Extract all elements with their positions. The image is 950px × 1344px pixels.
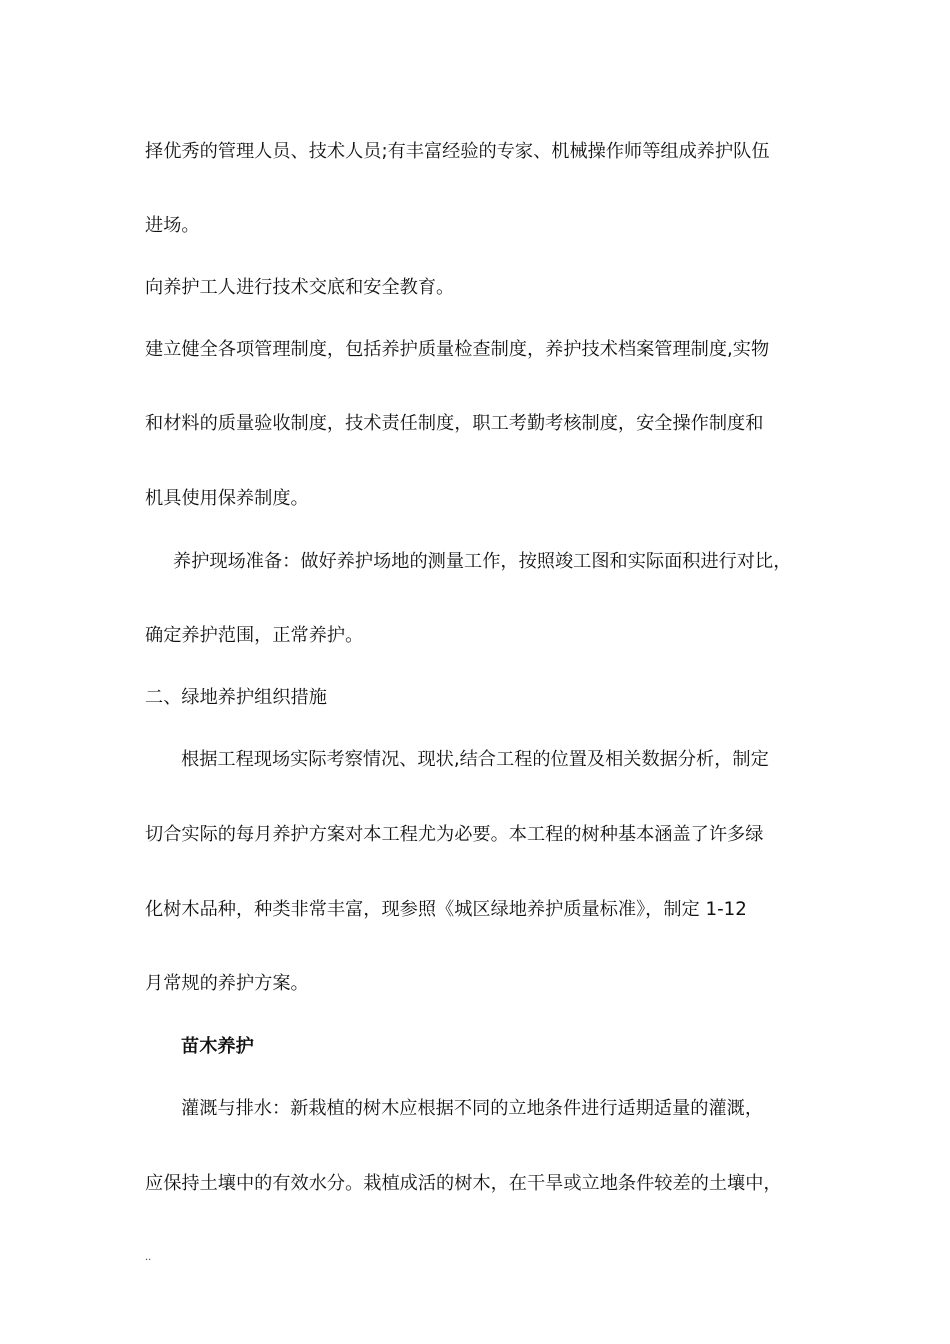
text-line: 灌溉与排水：新栽植的树木应根据不同的立地条件进行适期适量的灌溉， — [181, 1098, 764, 1119]
text-line: 确定养护范围，正常养护。 — [145, 625, 364, 646]
text-line: 和材料的质量验收制度，技术责任制度，职工考勤考核制度，安全操作制度和 — [145, 413, 764, 434]
text-line: 根据工程现场实际考察情况、现状,结合工程的位置及相关数据分析，制定 — [181, 749, 769, 770]
text-line: 养护现场准备：做好养护场地的测量工作，按照竣工图和实际面积进行对比， — [173, 551, 792, 572]
text-line: 机具使用保养制度。 — [145, 488, 309, 509]
text-line: 择优秀的管理人员、技术人员;有丰富经验的专家、机械操作师等组成养护队伍 — [145, 141, 770, 162]
text-line: 化树木品种，种类非常丰富，现参照《城区绿地养护质量标准》，制定 1-12 — [145, 899, 747, 920]
text-line: 建立健全各项管理制度，包括养护质量检查制度，养护技术档案管理制度,实物 — [145, 339, 770, 360]
text-line: 切合实际的每月养护方案对本工程尤为必要。本工程的树种基本涵盖了许多绿 — [145, 824, 764, 845]
text-line: 应保持土壤中的有效水分。栽植成活的树木，在干旱或立地条件较差的土壤中， — [145, 1173, 782, 1194]
text-line: 进场。 — [145, 215, 200, 236]
text-line: 月常规的养护方案。 — [145, 973, 309, 994]
section-heading: 二、绿地养护组织措施 — [145, 687, 327, 708]
footer-mark: .. — [145, 1252, 152, 1263]
subsection-heading: 苗木养护 — [181, 1036, 254, 1057]
text-line: 向养护工人进行技术交底和安全教育。 — [145, 277, 455, 298]
